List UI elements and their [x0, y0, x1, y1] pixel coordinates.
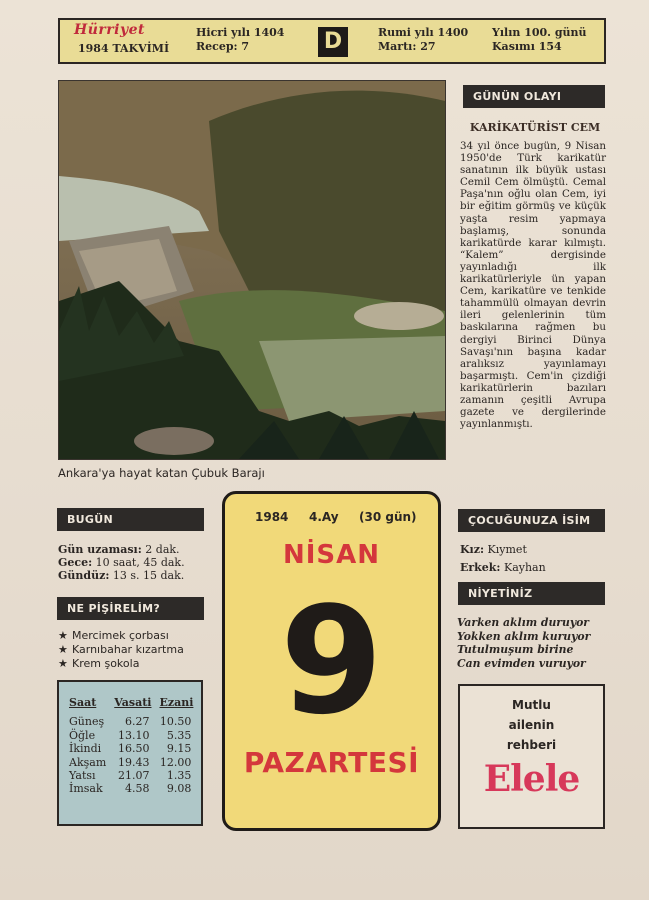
today-info [58, 543, 185, 582]
elele-logo: Elele [483, 758, 580, 800]
poem-line: Tutulmuşum birine [457, 643, 574, 656]
child-name-tag: ÇOCUĞUNUZA İSİM [458, 509, 605, 532]
hijri-year: Hicri yılı 1404 [196, 26, 285, 39]
calendar-month-number: 4.Ay [309, 510, 339, 524]
rumi-info [378, 26, 468, 54]
menu-list [58, 629, 184, 671]
niyet-tag: NİYETİNİZ [458, 582, 605, 605]
prayer-times-box [57, 680, 203, 826]
menu-item: ★ Krem şokola [58, 657, 140, 670]
elele-advertisement [458, 684, 605, 829]
event-article: 34 yıl önce bugün, 9 Nisan 1950'de Türk karikatür sanatının ilk büyük ustası Cemil Cem ölmüştü. Cemal Paşa'nın oğlu olan Cem, iyi bir eğitim görmüş ve küçük yaşta resim yapmaya başlamış, sonunda karikatürde karar kılmıştı. “Kalem” dergisinde yayınladığı ilk karikatürleriyle ün yapan Cem, karikatüre ve tenkide tahammülü olmayan devrin ileri gelenlerinin tüm baskılarına rağmen bu dergiyi Birinci Dünya Savaşı'nın başına kadar aralıksız yayınlamayı başarmıştı. Cem'in çizdiği karikatürlerin bazıları zamanın çeşitli Avrupa gazete ve dergilerinde yayınlanmıştı. [460, 140, 606, 431]
poem-line: Varken aklım duruyor [457, 616, 589, 629]
menu-item: ★ Mercimek çorbası [58, 629, 169, 642]
letter-badge: D [318, 27, 348, 57]
ad-line: ailenin [508, 718, 555, 732]
day-of-year: Yılın 100. günü [492, 26, 587, 39]
table-row: Yatsı 21.07 1.35 [69, 769, 192, 783]
table-row: İkindi 16.50 9.15 [69, 742, 192, 756]
event-tag: GÜNÜN OLAYI [463, 85, 605, 108]
weekday-name: PAZARTESİ [243, 746, 420, 779]
menu-tag: NE PİŞİRELİM? [57, 597, 204, 620]
ad-line: Mutlu [512, 698, 551, 712]
month-name: NİSAN [282, 540, 381, 570]
ad-line: rehberi [506, 738, 557, 752]
star-icon: ★ [58, 629, 68, 642]
rumi-month: Martı: 27 [378, 40, 436, 53]
girl-name: Kız: Kıymet [460, 543, 527, 556]
star-icon: ★ [58, 643, 68, 656]
calendar-date-card [222, 491, 441, 831]
calendar-label: 1984 TAKVİMİ [78, 42, 170, 55]
night-length: Gece: 10 saat, 45 dak. [58, 556, 185, 569]
today-tag: BUGÜN [57, 508, 204, 531]
calendar-days-count: (30 gün) [359, 510, 417, 524]
dam-landscape-image [59, 81, 445, 459]
photo-caption: Ankara'ya hayat katan Çubuk Barajı [58, 466, 265, 480]
hijri-month: Recep: 7 [196, 40, 250, 53]
newspaper-logo: Hürriyet [74, 22, 145, 38]
table-row: Akşam 19.43 12.00 [69, 755, 192, 769]
daylight-increase: Gün uzaması: 2 dak. [58, 543, 180, 556]
child-names [460, 541, 546, 577]
menu-item: ★ Karnıbahar kızartma [58, 643, 184, 656]
event-title: KARİKATÜRİST CEM [469, 121, 601, 134]
day-length: Gündüz: 13 s. 15 dak. [58, 569, 185, 582]
day-info [492, 26, 587, 54]
kasim-count: Kasımı 154 [492, 40, 562, 53]
column-header: Saat [69, 696, 97, 709]
poem-line: Yokken aklım kuruyor [457, 629, 591, 643]
table-row: Güneş 6.27 10.50 [69, 715, 192, 729]
boy-name: Erkek: Kayhan [460, 561, 546, 574]
table-row: Öğle 13.10 5.35 [69, 728, 192, 742]
star-icon: ★ [58, 657, 68, 670]
header-band [58, 18, 606, 64]
poem-line: Can evimden vuruyor [457, 656, 586, 670]
column-header: Vasati [114, 696, 152, 709]
day-number: 9 [280, 575, 383, 747]
niyet-poem [457, 616, 590, 670]
prayer-times-table [69, 696, 201, 796]
column-header: Ezani [159, 696, 194, 709]
rumi-year: Rumi yılı 1400 [378, 26, 469, 39]
calendar-year: 1984 [255, 510, 289, 524]
table-header-row [69, 696, 201, 715]
table-row: İmsak 4.58 9.08 [69, 782, 192, 796]
hijri-info [196, 26, 284, 54]
dam-photo [58, 80, 446, 460]
